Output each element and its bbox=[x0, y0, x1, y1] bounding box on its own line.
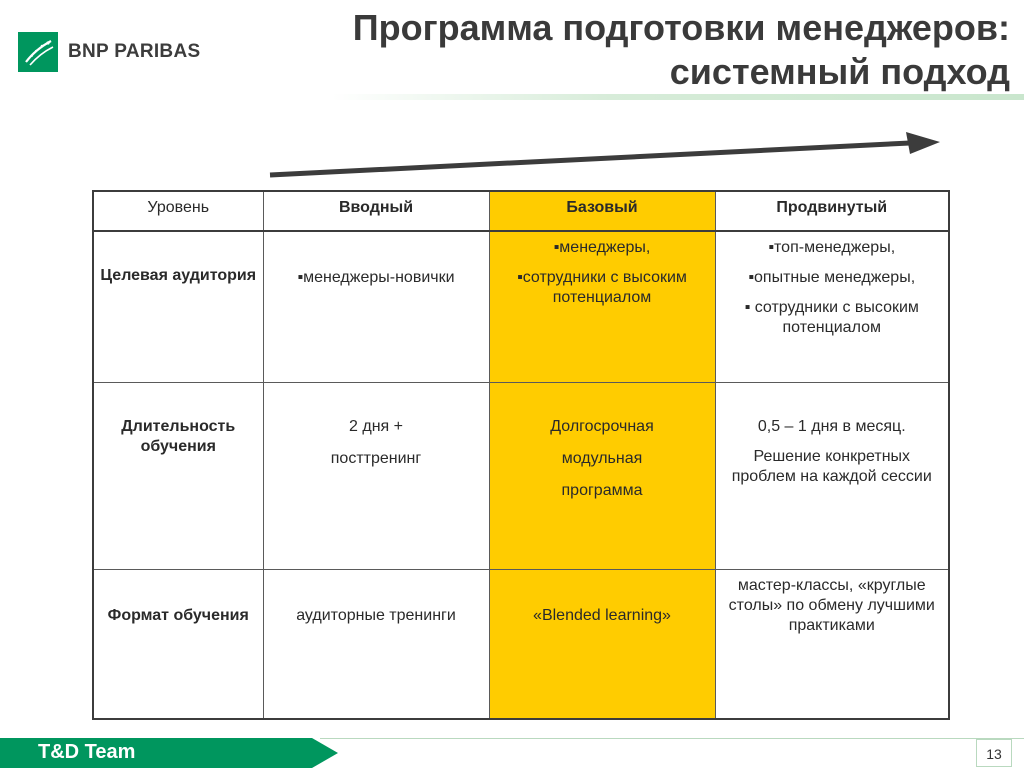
header-advanced: Продвинутый bbox=[715, 191, 949, 231]
cell-format-intro bbox=[263, 570, 489, 720]
footer-divider bbox=[320, 738, 1024, 769]
header-basic: Базовый bbox=[489, 191, 715, 231]
table-row bbox=[93, 231, 949, 383]
bnp-stars-icon bbox=[18, 32, 58, 72]
cell-format-basic bbox=[489, 570, 715, 720]
cell-line: ▪менеджеры, bbox=[553, 239, 651, 256]
cell-line: ▪ сотрудники с высоким потенциалом bbox=[744, 299, 919, 336]
cell-line: «Blended learning» bbox=[533, 607, 671, 624]
table-row bbox=[93, 570, 949, 720]
row-label-format: Формат обучения bbox=[93, 570, 263, 720]
logo-text: BNP PARIBAS bbox=[68, 41, 201, 62]
bnp-paribas-logo bbox=[18, 32, 200, 72]
cell-line: посттренинг bbox=[330, 450, 422, 467]
title-underline bbox=[332, 94, 1024, 100]
cell-audience-intro bbox=[263, 231, 489, 383]
header-intro: Вводный bbox=[263, 191, 489, 231]
page-number: 13 bbox=[976, 739, 1012, 767]
title-line-2: системный подход bbox=[669, 51, 1010, 92]
cell-line: ▪опытные менеджеры, bbox=[748, 269, 916, 286]
cell-line: ▪сотрудники с высоким потенциалом bbox=[517, 269, 687, 306]
progress-arrow-icon bbox=[268, 130, 948, 180]
cell-line: Решение конкретных проблем на каждой сессии bbox=[731, 448, 932, 485]
cell-line: 0,5 – 1 дня в месяц. bbox=[757, 418, 906, 435]
program-table bbox=[92, 190, 950, 720]
cell-line: аудиторные тренинги bbox=[296, 607, 456, 624]
cell-audience-advanced bbox=[715, 231, 949, 383]
title-line-1: Программа подготовки менеджеров: bbox=[352, 7, 1010, 48]
cell-line: 2 дня + bbox=[349, 418, 403, 435]
table-header-row bbox=[93, 191, 949, 231]
cell-line: мастер-классы, «круглые столы» по обмену лучшими практиками bbox=[728, 577, 935, 634]
cell-line: Долгосрочная bbox=[550, 418, 654, 435]
row-label-audience: Целевая аудитория bbox=[93, 231, 263, 383]
footer-label: T&D Team bbox=[38, 741, 136, 763]
header-level: Уровень bbox=[93, 191, 263, 231]
row-label-duration: Длительность обучения bbox=[93, 383, 263, 570]
table-row bbox=[93, 383, 949, 570]
cell-duration-intro bbox=[263, 383, 489, 570]
cell-line: программа bbox=[561, 482, 643, 499]
cell-audience-basic bbox=[489, 231, 715, 383]
cell-duration-advanced bbox=[715, 383, 949, 570]
slide-title bbox=[250, 6, 1010, 94]
cell-line: модульная bbox=[561, 450, 643, 467]
cell-line: ▪топ-менеджеры, bbox=[768, 239, 896, 256]
cell-format-advanced bbox=[715, 570, 949, 720]
cell-duration-basic bbox=[489, 383, 715, 570]
cell-line: ▪менеджеры-новички bbox=[297, 269, 455, 286]
